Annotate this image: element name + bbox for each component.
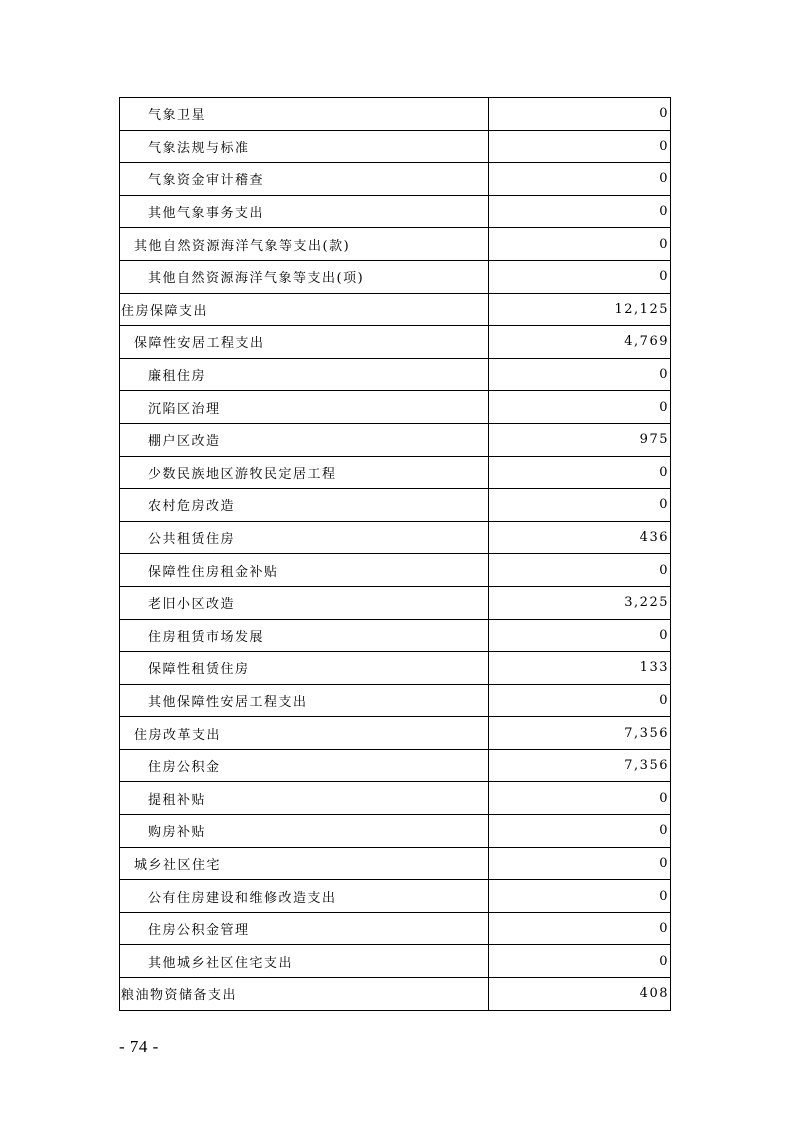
- table-row: [120, 717, 671, 750]
- item-name-cell: 购房补贴: [120, 815, 489, 848]
- amount-cell: 0: [489, 130, 671, 163]
- table-row: [120, 586, 671, 619]
- amount-cell: 436: [489, 521, 671, 554]
- amount-cell: 7,356: [489, 717, 671, 750]
- amount-cell: 408: [489, 978, 671, 1011]
- item-name-cell: 其他城乡社区住宅支出: [120, 945, 489, 978]
- item-name-cell: 少数民族地区游牧民定居工程: [120, 456, 489, 489]
- item-name-cell: 公共租赁住房: [120, 521, 489, 554]
- table-row: [120, 195, 671, 228]
- table-row: [120, 521, 671, 554]
- table-row: [120, 880, 671, 913]
- amount-cell: 0: [489, 98, 671, 131]
- amount-cell: 0: [489, 489, 671, 522]
- amount-cell: 0: [489, 228, 671, 261]
- item-name-cell: 住房租赁市场发展: [120, 619, 489, 652]
- item-name-cell: 提租补贴: [120, 782, 489, 815]
- item-name-cell: 老旧小区改造: [120, 586, 489, 619]
- item-name-cell: 城乡社区住宅: [120, 847, 489, 880]
- amount-cell: 7,356: [489, 749, 671, 782]
- amount-cell: 12,125: [489, 293, 671, 326]
- item-name-cell: 保障性住房租金补贴: [120, 554, 489, 587]
- table-row: [120, 163, 671, 196]
- amount-cell: 0: [489, 163, 671, 196]
- amount-cell: 0: [489, 391, 671, 424]
- amount-cell: 0: [489, 847, 671, 880]
- table-row: [120, 847, 671, 880]
- item-name-cell: 公有住房建设和维修改造支出: [120, 880, 489, 913]
- table-row: [120, 749, 671, 782]
- table-row: [120, 391, 671, 424]
- table-row: [120, 619, 671, 652]
- amount-cell: 0: [489, 195, 671, 228]
- item-name-cell: 住房改革支出: [120, 717, 489, 750]
- item-name-cell: 其他保障性安居工程支出: [120, 684, 489, 717]
- amount-cell: 975: [489, 423, 671, 456]
- table-row: [120, 912, 671, 945]
- item-name-cell: 其他气象事务支出: [120, 195, 489, 228]
- item-name-cell: 棚户区改造: [120, 423, 489, 456]
- amount-cell: 0: [489, 945, 671, 978]
- item-name-cell: 保障性安居工程支出: [120, 326, 489, 359]
- amount-cell: 4,769: [489, 326, 671, 359]
- amount-cell: 0: [489, 554, 671, 587]
- item-name-cell: 保障性租赁住房: [120, 652, 489, 685]
- table-row: [120, 98, 671, 131]
- amount-cell: 0: [489, 684, 671, 717]
- amount-cell: 133: [489, 652, 671, 685]
- amount-cell: 0: [489, 260, 671, 293]
- table-row: [120, 815, 671, 848]
- item-name-cell: 廉租住房: [120, 358, 489, 391]
- amount-cell: 3,225: [489, 586, 671, 619]
- item-name-cell: 农村危房改造: [120, 489, 489, 522]
- table-row: [120, 228, 671, 261]
- table-row: [120, 684, 671, 717]
- page-number: - 74 -: [119, 1037, 159, 1056]
- table-row: [120, 554, 671, 587]
- budget-table: [119, 97, 671, 1011]
- table-row: [120, 358, 671, 391]
- item-name-cell: 气象资金审计稽查: [120, 163, 489, 196]
- table-body: [120, 98, 671, 1011]
- table-row: [120, 260, 671, 293]
- item-name-cell: 气象法规与标准: [120, 130, 489, 163]
- amount-cell: 0: [489, 880, 671, 913]
- item-name-cell: 住房保障支出: [120, 293, 489, 326]
- table-row: [120, 130, 671, 163]
- table-row: [120, 423, 671, 456]
- item-name-cell: 粮油物资储备支出: [120, 978, 489, 1011]
- table-row: [120, 489, 671, 522]
- item-name-cell: 住房公积金管理: [120, 912, 489, 945]
- table-row: [120, 293, 671, 326]
- item-name-cell: 其他自然资源海洋气象等支出(项): [120, 260, 489, 293]
- item-name-cell: 住房公积金: [120, 749, 489, 782]
- amount-cell: 0: [489, 782, 671, 815]
- table-row: [120, 782, 671, 815]
- amount-cell: 0: [489, 456, 671, 489]
- table-row: [120, 945, 671, 978]
- amount-cell: 0: [489, 815, 671, 848]
- table-row: [120, 652, 671, 685]
- item-name-cell: 沉陷区治理: [120, 391, 489, 424]
- item-name-cell: 气象卫星: [120, 98, 489, 131]
- item-name-cell: 其他自然资源海洋气象等支出(款): [120, 228, 489, 261]
- amount-cell: 0: [489, 619, 671, 652]
- table-row: [120, 978, 671, 1011]
- table-row: [120, 326, 671, 359]
- table-row: [120, 456, 671, 489]
- amount-cell: 0: [489, 358, 671, 391]
- amount-cell: 0: [489, 912, 671, 945]
